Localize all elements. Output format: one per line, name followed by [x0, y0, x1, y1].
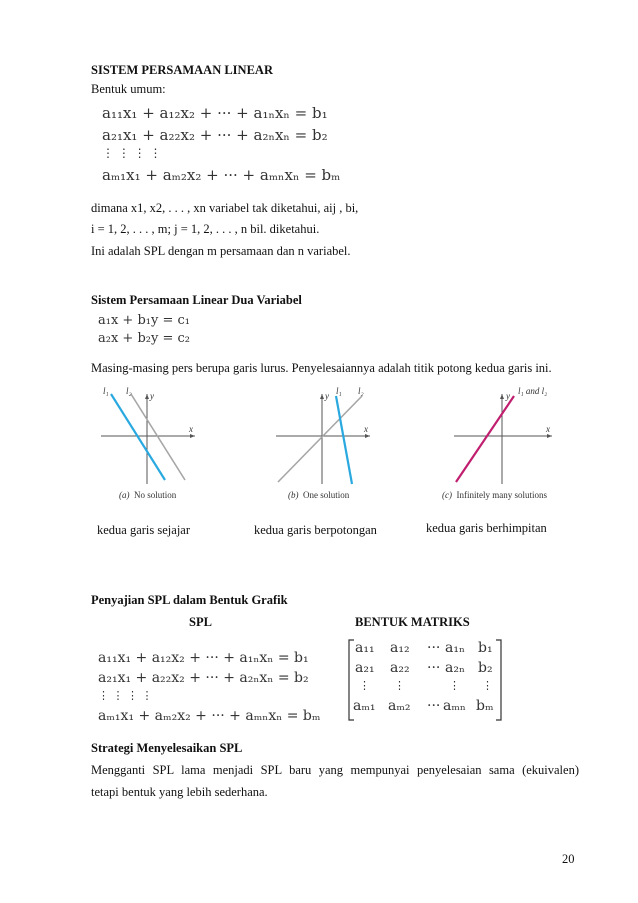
spl-row-2: a₂₁x₁ + a₂₂x₂ + ··· + a₂ₙxₙ = b₂ — [98, 670, 309, 686]
two-var-row-1: a₁x + b₁y = c₁ — [98, 313, 190, 328]
graph-one-solution — [270, 384, 380, 504]
matrix-right-bracket — [496, 640, 501, 720]
matrix-r2-c4: a₂ₙ — [445, 660, 466, 676]
label-berhimpitan: kedua garis berhimpitan — [426, 521, 547, 535]
desc-line-3: Ini adalah SPL dengan m persamaan dan n variabel. — [91, 244, 351, 258]
general-form-row-3: ⋮ ⋮ ⋮ ⋮ — [102, 146, 162, 160]
matrix-r4-c1: aₘ₁ — [353, 698, 376, 714]
matrix-r4-c3: ··· — [427, 698, 441, 714]
general-form-row-4: aₘ₁x₁ + aₘ₂x₂ + ··· + aₘₙxₙ = bₘ — [102, 166, 341, 184]
matrix-r1-c3: ··· — [427, 640, 441, 656]
graph-b-caption: (b) One solution — [288, 490, 350, 500]
augmented-matrix — [345, 638, 505, 722]
graph-b-x-label: x — [364, 424, 368, 434]
spl-row-4: aₘ₁x₁ + aₘ₂x₂ + ··· + aₘₙxₙ = bₘ — [98, 708, 321, 724]
page-title: SISTEM PERSAMAAN LINEAR — [91, 63, 273, 77]
matrix-r3-c5: ⋮ — [482, 679, 493, 692]
graph-c-x-arrow — [547, 434, 552, 438]
label-sejajar: kedua garis sejajar — [97, 523, 191, 537]
matrix-r1-c2: a₁₂ — [390, 640, 410, 656]
graph-b-l2-label: l₂ — [358, 386, 364, 396]
heading-strategi: Strategi Menyelesaikan SPL — [91, 741, 243, 755]
matrix-r3-c2: ⋮ — [394, 679, 405, 692]
matrix-r1-c5: b₁ — [478, 640, 493, 656]
graph-c-y-arrow — [500, 394, 504, 399]
matrix-r2-c1: a₂₁ — [355, 660, 375, 676]
matrix-r4-c5: bₘ — [476, 698, 494, 714]
graph-b-y-arrow — [320, 394, 324, 399]
graph-c-x-label: x — [546, 424, 550, 434]
graph-a-y-label: y — [150, 391, 154, 401]
matrix-r2-c3: ··· — [427, 660, 441, 676]
graph-a-l2-label: l₂ — [126, 386, 132, 396]
graph-c-caption: (c) Infinitely many solutions — [442, 490, 547, 500]
matrix-r4-c4: aₘₙ — [443, 698, 466, 714]
matrix-r4-c2: aₘ₂ — [388, 698, 411, 714]
graph-c-line-l1-l2 — [456, 396, 514, 482]
graph-a-caption: (a) No solution — [119, 490, 177, 500]
graph-a-svg — [95, 384, 205, 504]
spl-equations — [98, 650, 328, 730]
graph-c-l1-l2-label: l₁ and l₂ — [518, 386, 548, 396]
graph-a-y-arrow — [145, 394, 149, 399]
strategi-line-1: Mengganti SPL lama menjadi SPL baru yang mempunyai penyelesaian sama (ekuivalen) — [91, 763, 579, 777]
graph-a-x-label: x — [189, 424, 193, 434]
matrix-r2-c2: a₂₂ — [390, 660, 410, 676]
graph-infinite-solutions — [440, 384, 570, 504]
matrix-r2-c5: b₂ — [478, 660, 493, 676]
graph-c-svg — [440, 384, 570, 504]
general-form-row-2: a₂₁x₁ + a₂₂x₂ + ··· + a₂ₙxₙ = b₂ — [102, 126, 328, 144]
bentuk-umum-label: Bentuk umum: — [91, 82, 166, 96]
masing-text: Masing-masing pers berupa garis lurus. Penyelesaiannya adalah titik potong kedua garis ini. — [91, 361, 552, 375]
two-var-row-2: a₂x + b₂y = c₂ — [98, 331, 190, 346]
matrix-r3-c4: ⋮ — [449, 679, 460, 692]
graph-b-l1-label: l₁ — [336, 386, 342, 396]
heading-grafik: Penyajian SPL dalam Bentuk Grafik — [91, 593, 288, 607]
two-var-equations — [98, 313, 218, 353]
col-matriks-label: BENTUK MATRIKS — [355, 615, 470, 629]
general-form-equations — [102, 104, 342, 188]
spl-row-1: a₁₁x₁ + a₁₂x₂ + ··· + a₁ₙxₙ = b₁ — [98, 650, 309, 666]
graph-b-y-label: y — [325, 391, 329, 401]
general-form-row-1: a₁₁x₁ + a₁₂x₂ + ··· + a₁ₙxₙ = b₁ — [102, 104, 328, 122]
desc-line-2: i = 1, 2, . . . , m; j = 1, 2, . . . , n bil. diketahui. — [91, 222, 320, 236]
matrix-r1-c4: a₁ₙ — [445, 640, 466, 656]
spl-row-3: ⋮ ⋮ ⋮ ⋮ — [98, 689, 153, 702]
graph-no-solution — [95, 384, 205, 504]
graph-a-x-arrow — [190, 434, 195, 438]
graph-a-line-l1 — [111, 394, 165, 480]
desc-line-1: dimana x1, x2, . . . , xn variabel tak diketahui, aij , bi, — [91, 201, 359, 215]
graph-b-svg — [270, 384, 380, 504]
label-berpotongan: kedua garis berpotongan — [254, 523, 377, 537]
page-number: 20 — [562, 852, 575, 866]
matrix-r1-c1: a₁₁ — [355, 640, 375, 656]
col-spl-label: SPL — [189, 615, 212, 629]
strategi-line-2: tetapi bentuk yang lebih sederhana. — [91, 785, 268, 799]
graph-a-l1-label: l₁ — [103, 386, 109, 396]
graph-b-x-arrow — [365, 434, 370, 438]
graph-c-y-label: y — [506, 391, 510, 401]
matrix-r3-c1: ⋮ — [359, 679, 370, 692]
heading-two-variable: Sistem Persamaan Linear Dua Variabel — [91, 293, 302, 307]
